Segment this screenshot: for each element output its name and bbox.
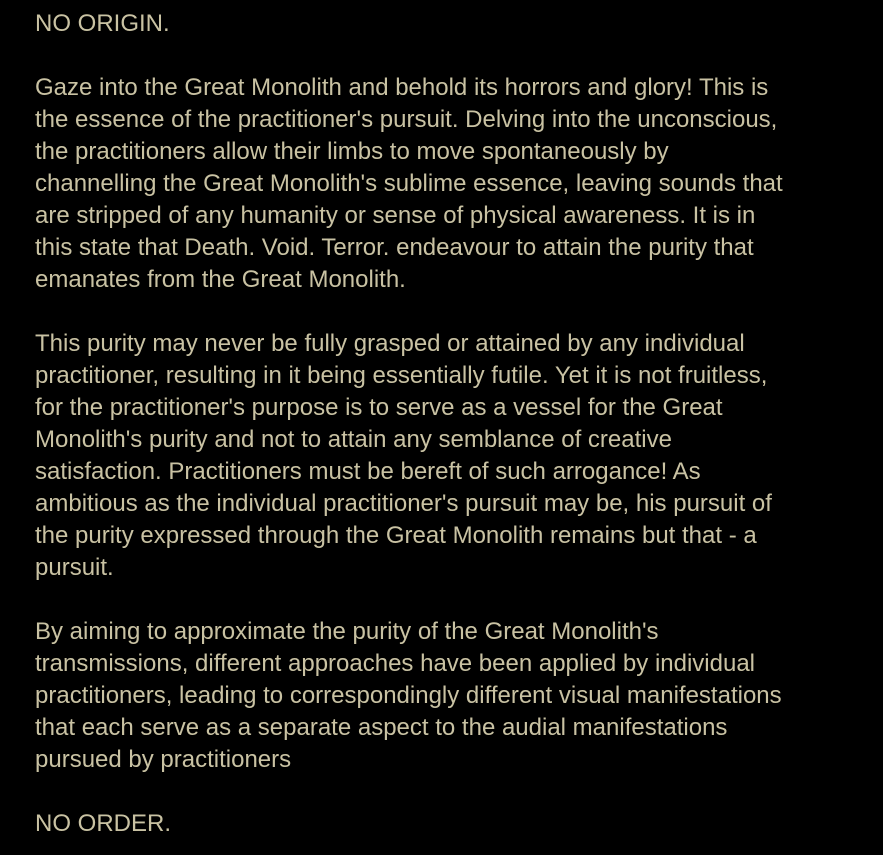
paragraph-purity: This purity may never be fully grasped or attained by any individual practitioner, resulting in it being essentially futile. Yet it is not fruitless, for the practitioner's purpose is to serve as a vessel for the Great Monolith's purity and not to attain any semblance of creative satisfaction. Practitioners must be bereft of such arrogance! As ambitious as the individual practitioner's pursuit may be, his pursuit of the purity expressed through the Great Monolith remains but that - a pursuit. bbox=[35, 330, 772, 581]
paragraph-approaches: By aiming to approximate the purity of the Great Monolith's transmissions, different approaches have been applied by individual practitioners, leading to correspondingly different visual manifestations that each serve as a separate aspect to the audial manifestations pursued by practitioners bbox=[35, 618, 782, 773]
paragraph-gaze: Gaze into the Great Monolith and behold its horrors and glory! This is the essence of the practitioner's pursuit. Delving into the unconscious, the practitioners allow their limbs to move spontaneously by channelling the Great Monolith's sublime essence, leaving sounds that are stripped of any humanity or sense of physical awareness. It is in this state that Death. Void. Terror. endeavour to attain the purity that emanates from the Great Monolith. bbox=[35, 74, 783, 293]
heading-no-order: NO ORDER. bbox=[35, 810, 172, 837]
heading-no-origin: NO ORIGIN. bbox=[35, 10, 170, 37]
